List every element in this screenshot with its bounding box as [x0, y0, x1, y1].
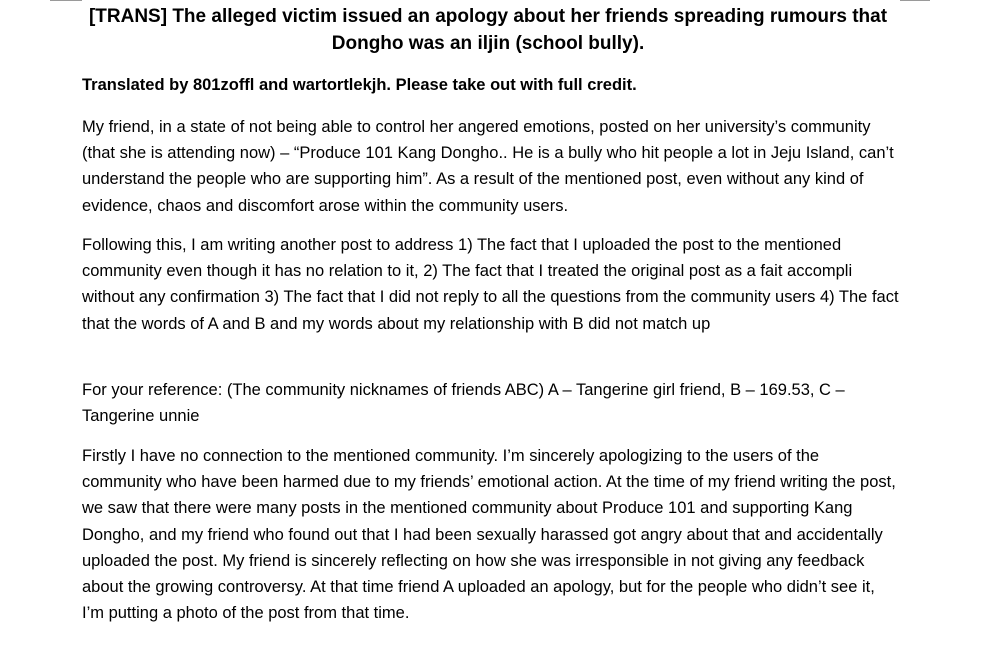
paragraph-apology: Firstly I have no connection to the mentioned community. I’m sincerely apologizing to the users of the community who have been harmed due to my friends’ emotional action. At the time of my friend writing the post, we saw that there were many posts in the mentioned community about Produce 101 and supporting Kang Dongho, and my friend who found out that I had been sexually harassed got angry about that and accidentally uploaded the post. My friend is sincerely reflecting on how she was irresponsible in not giving any feedback about the growing controversy. At that time friend A uploaded an apology, but for the people who didn’t see it, I’m putting a photo of the post from that time. [82, 447, 896, 623]
document-title: [TRANS] The alleged victim issued an apology about her friends spreading rumours that Dongho was an iljin (school bully). [88, 6, 888, 54]
page-corner-mark-right [900, 0, 930, 1]
paragraph-community-post: My friend, in a state of not being able to control her angered emotions, posted on her university’s community (that she is attending now) – “Produce 101 Kang Dongho.. He is a bully who hit people a lot in Jeju Island, can’t understand the people who are supporting him”. As a result of the mentioned post, even without any kind of evidence, chaos and discomfort arose within the community users. [82, 118, 894, 215]
paragraph-address-points: Following this, I am writing another post to address 1) The fact that I uploaded the post to the mentioned community even though it has no relation to it, 2) The fact that I treated the original post as a fait accompli without any confirmation 3) The fact that I did not reply to all the questions from the community users 4) The fact that the words of A and B and my words about my relationship with B did not match up [82, 236, 899, 333]
paragraph-reference-nicknames: For your reference: (The community nicknames of friends ABC) A – Tangerine girl friend, B – 169.53, C – Tangerine unnie [82, 381, 845, 426]
page-corner-mark-left [50, 0, 82, 1]
translation-credit: Translated by 801zoffl and wartortlekjh. Please take out with full credit. [82, 76, 637, 94]
